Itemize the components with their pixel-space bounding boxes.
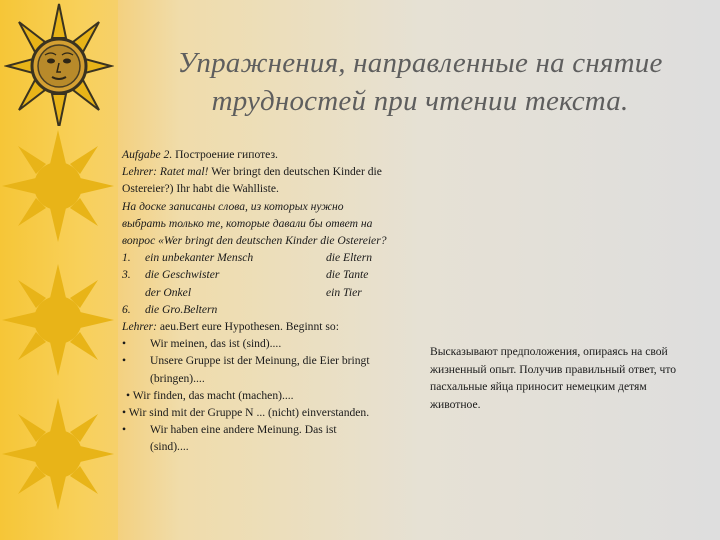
option-row <box>122 301 422 318</box>
bullet-text: Wir sind mit der Gruppe N ... (nicht) einverstanden. <box>128 406 370 420</box>
teacher-line-1-cont: Ostereier?) Ihr habt die Wahlliste. <box>122 182 279 196</box>
bullet-mark: • <box>122 423 127 437</box>
bullet-text: Wir haben eine andere Meinung. Das ist <box>150 423 337 437</box>
option-right: die Eltern <box>326 251 373 265</box>
task-line <box>122 146 422 163</box>
teacher-line-1 <box>122 163 422 180</box>
bullet-item <box>122 404 422 421</box>
title-line-1: Упражнения, направленные на снятие <box>177 47 663 79</box>
exercise-text <box>122 146 422 456</box>
bullet-item <box>122 352 422 369</box>
task-text: Построение гипотез. <box>172 148 278 161</box>
option-row <box>122 284 422 301</box>
option-number: 3. <box>122 268 131 282</box>
bullet-mark: • <box>122 354 127 368</box>
bullet-text: Wir finden, das macht (machen).... <box>132 388 294 402</box>
option-number: 1. <box>122 251 131 265</box>
teacher-label: Lehrer: <box>122 320 157 334</box>
option-left: ein unbekanter Mensch <box>145 251 254 265</box>
bullet-text: Wir meinen, das ist (sind).... <box>150 337 282 351</box>
teacher-text: Wer bringt den deutschen Kinder die <box>208 165 382 179</box>
sun-icon <box>0 262 116 378</box>
option-number: 6. <box>122 302 131 316</box>
option-left: die Gro.Beltern <box>145 302 218 316</box>
title-line-2: трудностей при чтении текста. <box>211 85 629 117</box>
option-row <box>122 266 422 283</box>
note-line-2: выбрать только те, которые давали бы ответ на <box>122 216 373 230</box>
teacher-line-2 <box>122 318 422 335</box>
sun-icon <box>0 396 116 512</box>
task-label: Aufgabe 2. <box>122 148 173 161</box>
bullet-mark: • <box>126 388 131 402</box>
bullet-mark: • <box>122 337 127 351</box>
comment-line-4: животное. <box>430 397 481 411</box>
teacher-label: Lehrer: Ratet mal! <box>122 165 209 179</box>
comment-line-1: Высказывают предположения, опираясь на свой <box>430 345 668 358</box>
option-row <box>122 249 422 266</box>
bullet-text: Unsere Gruppe ist der Meinung, die Eier bringt <box>150 354 370 368</box>
bullet-item <box>122 335 422 352</box>
slide-title <box>140 44 700 120</box>
note-line-3: вопрос «Wer bringt den deutschen Kinder die Ostereier? <box>122 234 387 248</box>
teacher-text: aeu.Bert eure Hypothesen. Beginnt so: <box>157 320 339 334</box>
bullet-mark: • <box>122 406 127 420</box>
option-right: die Tante <box>326 268 369 282</box>
bullet-item <box>122 421 422 438</box>
option-right: ein Tier <box>326 285 362 299</box>
bullet-item <box>122 387 422 404</box>
sun-face-icon <box>4 2 114 126</box>
sun-icon <box>0 128 116 244</box>
note-line-1: На доске записаны слова, из которых нужно <box>122 199 344 213</box>
option-left: der Onkel <box>145 285 192 299</box>
bullet-cont: (bringen).... <box>150 371 205 385</box>
comment-text <box>430 343 700 413</box>
comment-line-2: жизненный опыт. Получив правильный ответ, что <box>430 362 677 376</box>
bullet-cont: (sind).... <box>150 440 189 454</box>
comment-line-3: пасхальные яйца приносит немецким детям <box>430 380 647 394</box>
option-left: die Geschwister <box>145 268 220 282</box>
